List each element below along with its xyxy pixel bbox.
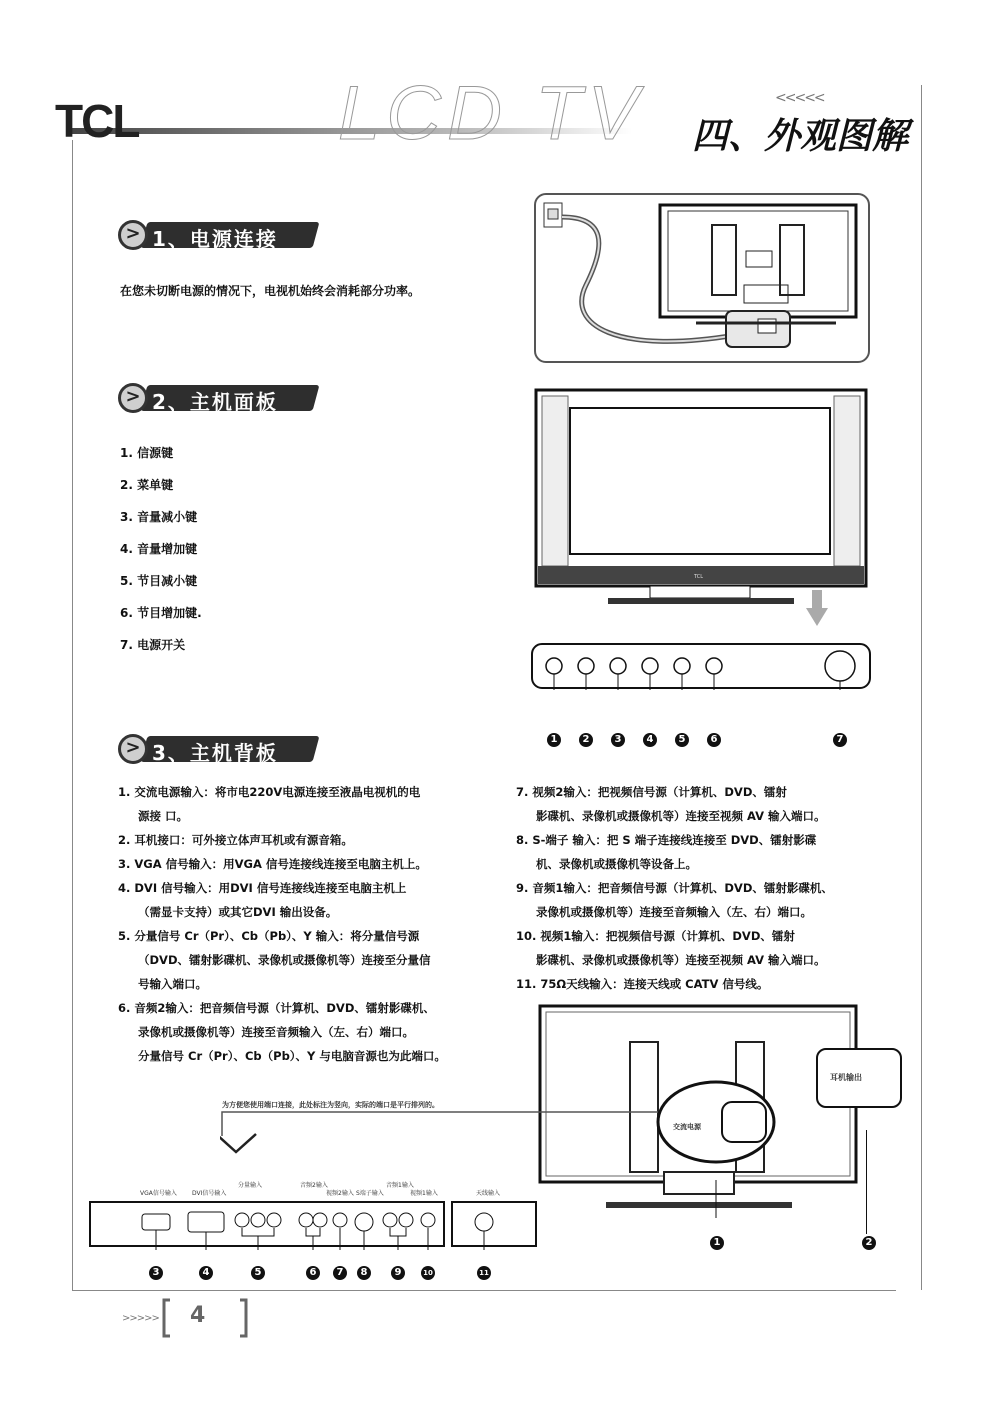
jack-number-9: 9	[391, 1266, 405, 1280]
footer-chevrons: >>>>>	[122, 1313, 159, 1324]
jack-label-video1: 视频1输入	[410, 1190, 438, 1197]
back-item-line: 4. DVI 信号输入：用DVI 信号连接线连接至电脑主机上	[118, 881, 407, 895]
back-item-line: （DVD、镭射影碟机、录像机或摄像机等）连接至分量信	[138, 953, 431, 967]
jack-label-antenna: 天线输入	[476, 1190, 501, 1197]
section-2-title: 2、主机面板	[152, 390, 278, 414]
back-number-2: 2	[862, 1236, 876, 1250]
back-item-line: 6. 音频2输入：把音频信号源（计算机、DVD、镭射影碟机、	[118, 1001, 435, 1015]
callout-leader-2	[866, 1130, 867, 1234]
front-panel-closeup	[530, 642, 872, 690]
panel-key-2: 2. 菜单键	[120, 478, 174, 492]
jack-label-component: 分量输入	[238, 1182, 263, 1189]
panel-number-5: 5	[675, 733, 689, 747]
jack-label-dvi: DVI信号输入	[192, 1190, 227, 1197]
page-number: 4	[190, 1303, 206, 1328]
panel-key-6: 6. 节目增加键.	[120, 606, 202, 620]
panel-key-3: 3. 音量减小键	[120, 510, 198, 524]
back-item-line: 9. 音频1输入：把音频信号源（计算机、DVD、镭射影碟机、	[516, 881, 833, 895]
earphone-callout-label: 耳机输出	[830, 1073, 862, 1082]
panel-key-7: 7. 电源开关	[120, 638, 186, 652]
jack-number-7: 7	[333, 1266, 347, 1280]
panel-number-2: 2	[579, 733, 593, 747]
section-1-heading: > 1、电源连接	[118, 220, 316, 250]
back-item-line: 号输入端口。	[138, 977, 207, 991]
back-panel-list-right	[516, 780, 896, 996]
back-item-line: 11. 75Ω天线输入：连接天线或 CATV 信号线。	[516, 977, 769, 991]
back-item-line: 10. 视频1输入：把视频信号源（计算机、DVD、镭射	[516, 929, 795, 943]
frame-right-rule	[921, 85, 922, 1290]
jack-label-svideo: S端子输入	[356, 1190, 384, 1197]
tv-front-figure	[534, 388, 868, 610]
product-watermark: LCD TV	[338, 71, 645, 156]
jack-number-3: 3	[149, 1266, 163, 1280]
jack-orientation-note: 为方便您使用端口连接，此处标注为竖向，实际的端口是平行排列的。	[222, 1101, 439, 1109]
jack-number-4: 4	[199, 1266, 213, 1280]
jack-label-audio1: 音频1输入	[386, 1182, 414, 1189]
back-item-line: 8. S-端子 输入：把 S 端子连接线连接至 DVD、镭射影碟	[516, 833, 817, 847]
jack-label-video2: 视频2输入	[326, 1190, 354, 1197]
panel-key-5: 5. 节目减小键	[120, 574, 198, 588]
jack-label-vga: VGA信号输入	[140, 1190, 177, 1197]
back-item-line: 机、录像机或摄像机等设备上。	[536, 857, 697, 871]
jack-number-5: 5	[251, 1266, 265, 1280]
back-number-1: 1	[710, 1236, 724, 1250]
power-connection-illustration	[536, 195, 868, 361]
panel-number-7: 7	[833, 733, 847, 747]
jack-panel-figure	[88, 1198, 538, 1250]
back-item-line: 源接 口。	[138, 809, 189, 823]
frame-bottom-rule	[72, 1290, 896, 1291]
back-item-line: （需显卡支持）或其它DVI 输出设备。	[138, 905, 338, 919]
power-connection-figure	[534, 193, 870, 363]
section-1-text: 在您未切断电源的情况下，电视机始终会消耗部分功率。	[120, 284, 421, 298]
section-3-heading: > 3、主机背板	[118, 734, 316, 764]
svg-text:TCL: TCL	[694, 574, 704, 580]
jack-number-row	[88, 1266, 538, 1282]
section-2-heading: > 2、主机面板	[118, 383, 316, 413]
back-item-line: 录像机或摄像机等）连接至音频输入（左、右）端口。	[536, 905, 812, 919]
back-item-line: 影碟机、录像机或摄像机等）连接至视频 AV 输入端口。	[536, 809, 826, 823]
back-item-line: 分量信号 Cr（Pr）、Cb（Pb）、Y 与电脑音源也为此端口。	[138, 1049, 446, 1063]
jack-label-audio2: 音频2输入	[300, 1182, 328, 1189]
panel-number-6: 6	[707, 733, 721, 747]
section-3-title: 3、主机背板	[152, 741, 278, 765]
bracket-arrow	[220, 1110, 660, 1156]
panel-number-4: 4	[643, 733, 657, 747]
jack-number-8: 8	[357, 1266, 371, 1280]
frame-left-rule	[72, 140, 73, 1290]
panel-number-3: 3	[611, 733, 625, 747]
back-item-line: 影碟机、录像机或摄像机等）连接至视频 AV 输入端口。	[536, 953, 826, 967]
jack-number-10: 10	[421, 1266, 435, 1280]
back-item-line: 录像机或摄像机等）连接至音频输入（左、右）端口。	[138, 1025, 414, 1039]
back-item-line: 1. 交流电源输入：将市电220V电源连接至液晶电视机的电	[118, 785, 421, 799]
jack-number-6: 6	[306, 1266, 320, 1280]
power-callout-label: 交流电源	[673, 1123, 701, 1131]
tv-front-illustration	[534, 388, 868, 610]
back-panel-list-left	[118, 780, 513, 1068]
panel-number-row	[547, 733, 847, 749]
panel-number-1: 1	[547, 733, 561, 747]
header-chevrons: <<<<<	[775, 90, 824, 106]
earphone-callout	[816, 1048, 902, 1108]
section-1-title: 1、电源连接	[152, 227, 278, 251]
panel-key-1: 1. 信源键	[120, 446, 174, 460]
brand-logo: TCL	[55, 95, 139, 147]
jack-label-row	[88, 1180, 538, 1198]
page-title: 四、外观图解	[692, 115, 909, 157]
back-item-line: 2. 耳机接口：可外接立体声耳机或有源音箱。	[118, 833, 353, 847]
back-item-line: 3. VGA 信号输入：用VGA 信号连接线连接至电脑主机上。	[118, 857, 427, 871]
back-item-line: 5. 分量信号 Cr（Pr）、Cb（Pb）、Y 输入：将分量信号源	[118, 929, 420, 943]
down-arrow-icon	[806, 590, 828, 626]
panel-key-4: 4. 音量增加键	[120, 542, 198, 556]
back-item-line: 7. 视频2输入：把视频信号源（计算机、DVD、镭射	[516, 785, 787, 799]
jack-number-11: 11	[477, 1266, 491, 1280]
